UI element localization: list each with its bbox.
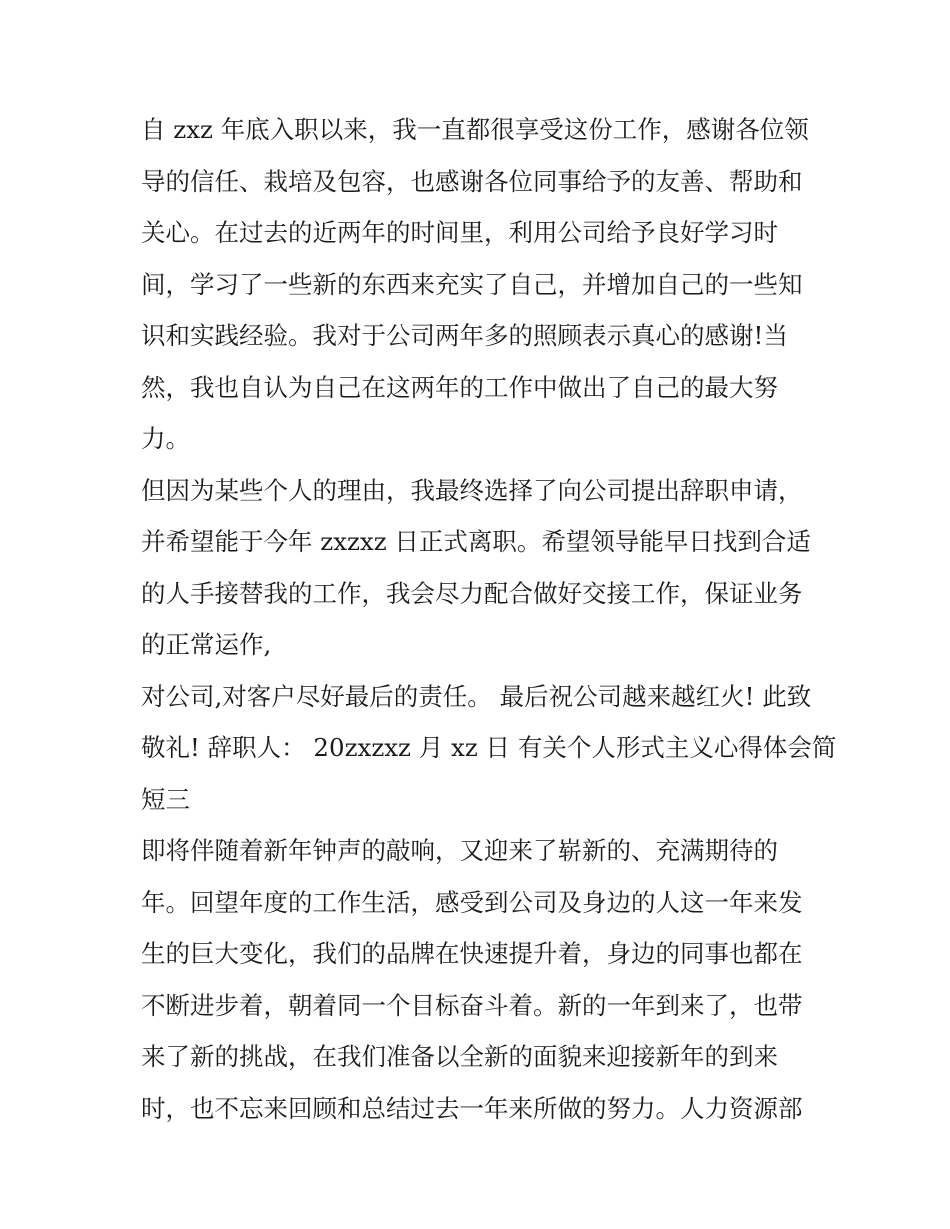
text-line: 不断进步着，朝着同一个目标奋斗着。新的一年到来了，也带 <box>141 990 803 1020</box>
text-line: 来了新的挑战，在我们准备以全新的面貌来迎接新年的到来 <box>141 1042 778 1071</box>
text-line: 生的巨大变化，我们的品牌在快速提升着，身边的同事也都在 <box>141 939 803 968</box>
document-body <box>141 104 837 1134</box>
text-line: 自 zxz 年底入职以来，我一直都很享受这份工作，感谢各位领 <box>141 115 809 144</box>
text-line: 间，学习了一些新的东西来充实了自己，并增加自己的一些知 <box>141 269 803 299</box>
text-line: 时，也不忘来回顾和总结过去一年来所做的努力。人力资源部 <box>141 1093 803 1123</box>
text-line: 年。回望年度的工作生活，感受到公司及身边的人这一年来发 <box>141 887 803 917</box>
text-line: 关心。在过去的近两年的时间里，利用公司给予良好学习时 <box>141 218 778 247</box>
text-line: 但因为某些个人的理由，我最终选择了向公司提出辞职申请， <box>141 475 803 505</box>
text-line: 敬礼! 辞职人： 20zxzxz 月 xz 日 有关个人形式主义心得体会简 <box>141 733 837 762</box>
text-line: 导的信任、栽培及包容，也感谢各位同事给予的友善、帮助和 <box>141 166 803 196</box>
text-line: 并希望能于今年 zxzxz 日正式离职。希望领导能早日找到合适 <box>141 527 811 556</box>
text-line: 力。 <box>141 424 190 453</box>
text-line: 的人手接替我的工作，我会尽力配合做好交接工作，保证业务 <box>141 578 803 608</box>
text-line: 然，我也自认为自己在这两年的工作中做出了自己的最大努 <box>141 372 778 402</box>
text-line: 的正常运作, <box>141 630 272 659</box>
text-line: 对公司,对客户尽好最后的责任。 最后祝公司越来越红火! 此致 <box>141 681 812 711</box>
text-line: 识和实践经验。我对于公司两年多的照顾表示真心的感谢!当 <box>141 321 788 350</box>
text-line: 短三 <box>141 784 190 814</box>
text-line: 即将伴随着新年钟声的敲响，又迎来了崭新的、充满期待的 <box>141 836 778 865</box>
